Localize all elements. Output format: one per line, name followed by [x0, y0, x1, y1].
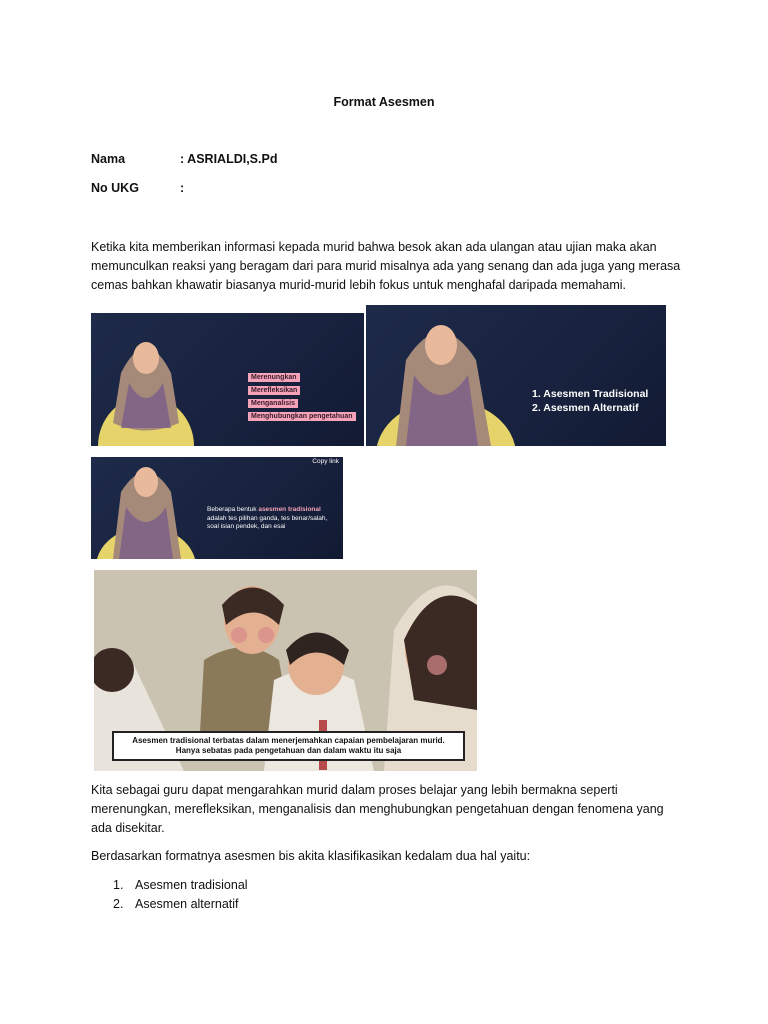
caption-line: Asesmen tradisional terbatas dalam menerjemahkan capaian pembelajaran murid. — [132, 736, 445, 745]
copy-link[interactable]: Copy link — [312, 458, 339, 465]
tag-list — [248, 373, 356, 421]
list-number: 2. — [113, 897, 124, 911]
presenter-figure-2 — [366, 305, 666, 446]
video-still-2 — [366, 305, 666, 446]
video-still-3 — [91, 457, 343, 559]
tag-item: Menganalisis — [248, 399, 298, 408]
field-ukg-label: No UKG — [91, 181, 139, 195]
slide-text-highlight: asesmen tradisional — [258, 506, 321, 513]
slide-list — [532, 387, 648, 415]
paragraph-guru: Kita sebagai guru dapat mengarahkan murid dalam proses belajar yang lebih bermakna seperti merenungkan, merefleksikan, menganalisis dan menghubungkan pengetahuan dengan fenomena yang ada disekitar. — [91, 783, 664, 835]
tag-item: Merenungkan — [248, 373, 300, 382]
slide-text-after: adalah tes pilihan ganda, tes benar/salah, soal isian pendek, dan esai — [207, 514, 328, 530]
list-text: Asesmen alternatif — [135, 897, 239, 911]
paragraph-klasifikasi: Berdasarkan formatnya asesmen bis akita klasifikasikan kedalam dua hal yaitu: — [91, 849, 531, 863]
paragraph-intro: Ketika kita memberikan informasi kepada murid bahwa besok akan ada ulangan atau ujian maka akan memunculkan reaksi yang beragam dari para murid misalnya ada yang senang dan ada juga yang merasa cemas bahkan khawatir biasanya murid-murid lebih fokus untuk menghafal daripada memahami. — [91, 240, 681, 292]
list-item — [91, 895, 248, 914]
slide-description — [207, 506, 341, 532]
slide-line: 2. Asesmen Alternatif — [532, 402, 639, 414]
list-number: 1. — [113, 878, 124, 892]
caption-line: Hanya sebatas pada pengetahuan dan dalam waktu itu saja — [175, 746, 402, 755]
illustration-caption — [112, 731, 465, 761]
field-nama-label: Nama — [91, 152, 126, 166]
list-text: Asesmen tradisional — [135, 878, 248, 892]
assessment-list — [91, 876, 248, 914]
slide-text-before: Beberapa bentuk — [207, 506, 259, 513]
slide-line: 1. Asesmen Tradisional — [532, 388, 649, 400]
tag-item: Menghubungkan pengetahuan — [248, 412, 356, 421]
illustration-classroom — [94, 570, 477, 771]
field-ukg-value: : — [180, 181, 185, 195]
field-nama-value: : ASRIALDI,S.Pd — [180, 152, 278, 166]
video-still-1 — [91, 313, 364, 446]
document-title: Format Asesmen — [333, 95, 435, 109]
tag-item: Merefleksikan — [248, 386, 300, 395]
list-item — [91, 876, 248, 895]
